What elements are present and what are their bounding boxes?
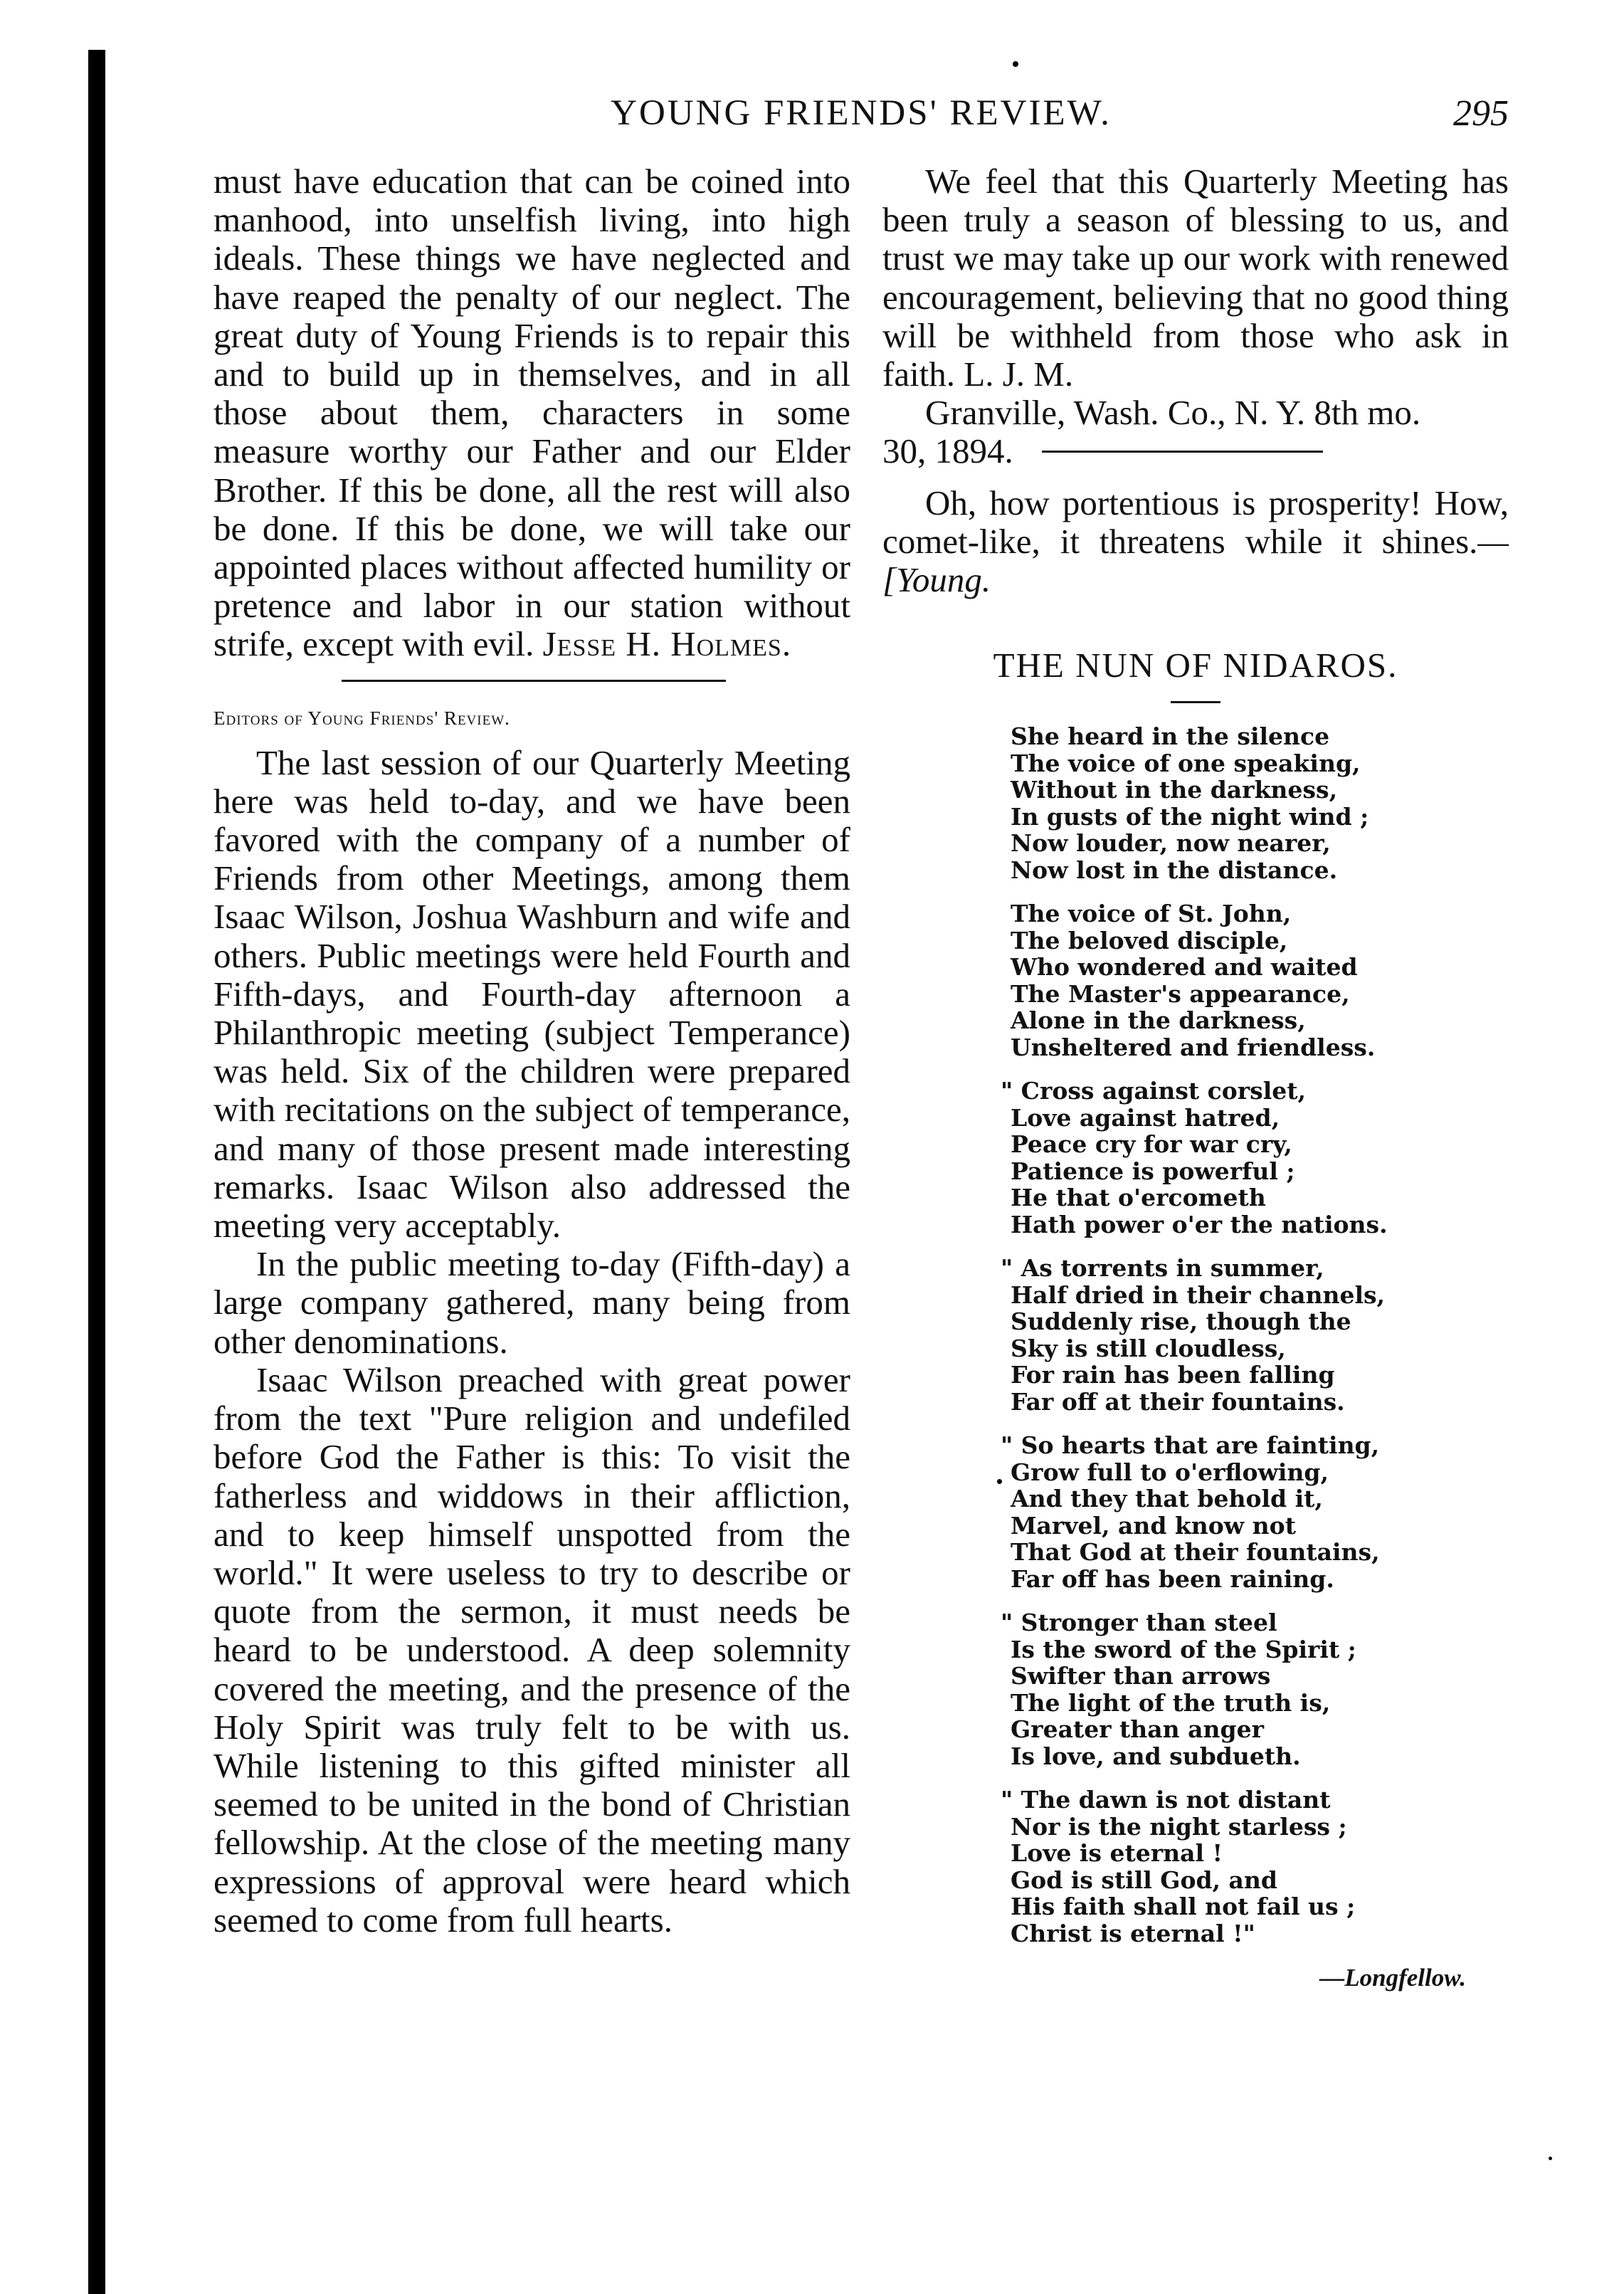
title-rule	[1171, 701, 1220, 703]
poem-line: Peace cry for war cry,	[1011, 1130, 1292, 1159]
poem-line: Grow full to o'erflowing,	[1011, 1458, 1329, 1486]
left-column	[213, 162, 850, 1940]
letter-paragraph-3: Isaac Wilson preached with great power from the text "Pure religion and undefiled before God the Father is this: To visit the fatherless and widdows in their affliction, and to keep himself unspotted from the world." It were useless to try to describe or quote from the sermon, it must needs be heard to be understood. A deep solemnity covered the meeting, and the presence of the Holy Spirit was truly felt to be with us. While listening to this gifted minister all seemed to be united in the bond of Christian fellowship. At the close of the meeting many expressions of approval were heard which seemed to come from full hearts.	[213, 1359, 850, 1940]
poem-line: The voice of St. John,	[1011, 900, 1292, 928]
poem-line: Love against hatred,	[1011, 1103, 1280, 1132]
poem-line: " The dawn is not distant	[1001, 1786, 1331, 1814]
section-divider	[1042, 451, 1323, 453]
poem-line: Love is eternal !	[1011, 1839, 1223, 1868]
poem-line: And they that behold it,	[1011, 1485, 1323, 1513]
poem-stanza	[1011, 723, 1509, 883]
poem-attribution: —Longfellow.	[1319, 1964, 1466, 1992]
epigraph-quote	[882, 484, 1509, 600]
poem-line: " As torrents in summer,	[1001, 1254, 1324, 1283]
quote-attribution: —[Young.	[882, 521, 1509, 600]
poem-stanza	[1001, 1254, 1509, 1416]
section-divider	[342, 680, 726, 682]
poem-line: The voice of one speaking,	[1011, 749, 1361, 777]
letter-paragraph-2: In the public meeting to-day (Fifth-day) a large company gathered, many being from other denominations.	[213, 1244, 850, 1361]
poem-line: Swifter than arrows	[1011, 1662, 1271, 1690]
poem-title: THE NUN OF NIDAROS.	[993, 646, 1398, 685]
poem-line: Is love, and subdueth.	[1011, 1742, 1301, 1770]
letter-date: 30, 1894.	[882, 431, 1013, 471]
essay-signature: Jesse H. Holmes.	[542, 624, 792, 664]
poem-line: Nor is the night starless ;	[1011, 1812, 1347, 1841]
poem-line: Marvel, and know not	[1011, 1511, 1296, 1540]
running-header	[213, 93, 1509, 149]
poem-line: Unsheltered and friendless.	[1011, 1033, 1376, 1061]
poem-line: " So hearts that are fainting,	[1001, 1431, 1380, 1460]
poem-line: Half dried in their channels,	[1011, 1280, 1386, 1309]
essay-text: must have education that can be coined into manhood, into unselfish living, into high ideals. These things we have neglected and have reaped the penalty of our neglect. The great duty of Young Friends is to repair this and to build up in themselves, and in all those about them, characters in some measure worthy our Father and our Elder Brother. If this be done, all the rest will also be done. If this be done, we will take our appointed places without affected humility or pretence and labor in our station without strife, except with evil.	[213, 162, 850, 664]
print-speck	[1013, 61, 1018, 67]
poem-line: She heard in the silence	[1011, 722, 1330, 751]
poem-line: Without in the darkness,	[1011, 776, 1338, 804]
poem-line: Far off at their fountains.	[1011, 1387, 1345, 1416]
poem-line: The light of the truth is,	[1011, 1688, 1331, 1717]
poem-line: For rain has been falling	[1011, 1361, 1335, 1389]
poem-stanza	[1001, 1431, 1509, 1593]
right-column	[882, 162, 1509, 1992]
poem-stanza	[1001, 1077, 1509, 1238]
page-binding-edge	[88, 50, 105, 2294]
poem-line: The Master's appearance,	[1011, 979, 1350, 1008]
page-number: 295	[1453, 93, 1509, 134]
poem-stanza	[1011, 900, 1509, 1061]
poem-line: In gusts of the night wind ;	[1011, 802, 1369, 831]
journal-title: YOUNG FRIENDS' REVIEW.	[611, 93, 1112, 133]
poem-line: " Cross against corslet,	[1001, 1077, 1306, 1105]
poem-line: God is still God, and	[1011, 1866, 1277, 1894]
poem-line: Far off has been raining.	[1011, 1564, 1334, 1593]
poem-line: Now louder, now nearer,	[1011, 829, 1331, 858]
poem-line: Hath power o'er the nations.	[1011, 1210, 1388, 1238]
print-speck	[1549, 2157, 1552, 2160]
letter-closing-paragraph: We feel that this Quarterly Meeting has been truly a season of blessing to us, and trust we may take up our work with renewed encouragement, believing that no good thing will be withheld from those who ask in faith. L. J. M.	[882, 162, 1509, 394]
poem-line: Patience is powerful ;	[1011, 1157, 1295, 1185]
letter-place-date-line: Granville, Wash. Co., N. Y. 8th mo.	[925, 393, 1421, 433]
poem-line: Christ is eternal !"	[1011, 1919, 1255, 1947]
poem-line: The beloved disciple,	[1011, 926, 1288, 954]
poem-line: Suddenly rise, though the	[1011, 1308, 1351, 1336]
poem-line: Sky is still cloudless,	[1011, 1334, 1286, 1362]
poem-line: Alone in the darkness,	[1011, 1006, 1306, 1035]
poem-line: That God at their fountains,	[1011, 1538, 1380, 1567]
poem-line: Who wondered and waited	[1011, 953, 1358, 982]
letter-paragraph-1: The last session of our Quarterly Meeting here was held to-day, and we have been favored with the company of a number of Friends from other Meetings, among them Isaac Wilson, Joshua Washburn and wife and others. Public meetings were held Fourth and Fifth-days, and Fourth-day afternoon a Philanthropic meeting (subject Temperance) was held. Six of the children were prepared with recitations on the subject of temperance, and many of those present made interesting remarks. Isaac Wilson also addressed the meeting very acceptably.	[213, 742, 850, 1246]
poem-stanza	[1001, 1609, 1509, 1770]
letter-salutation: Editors of Young Friends' Review.	[213, 707, 510, 729]
poem-line: " Stronger than steel	[1001, 1609, 1277, 1637]
poem-line: His faith shall not fail us ;	[1011, 1893, 1356, 1921]
poem-line: Greater than anger	[1011, 1715, 1264, 1744]
poem-line: He that o'ercometh	[1011, 1184, 1266, 1212]
poem-line: Now lost in the distance.	[1011, 856, 1338, 884]
poem-stanza	[1001, 1786, 1509, 1947]
poem-body	[1001, 722, 1509, 1947]
poem-line: Is the sword of the Spirit ;	[1011, 1635, 1356, 1663]
essay-closing-paragraph	[213, 162, 850, 664]
quote-text: Oh, how portentious is prosperity! How, comet-like, it threatens while it shines.	[882, 483, 1509, 561]
letter-date-line	[882, 432, 1509, 470]
